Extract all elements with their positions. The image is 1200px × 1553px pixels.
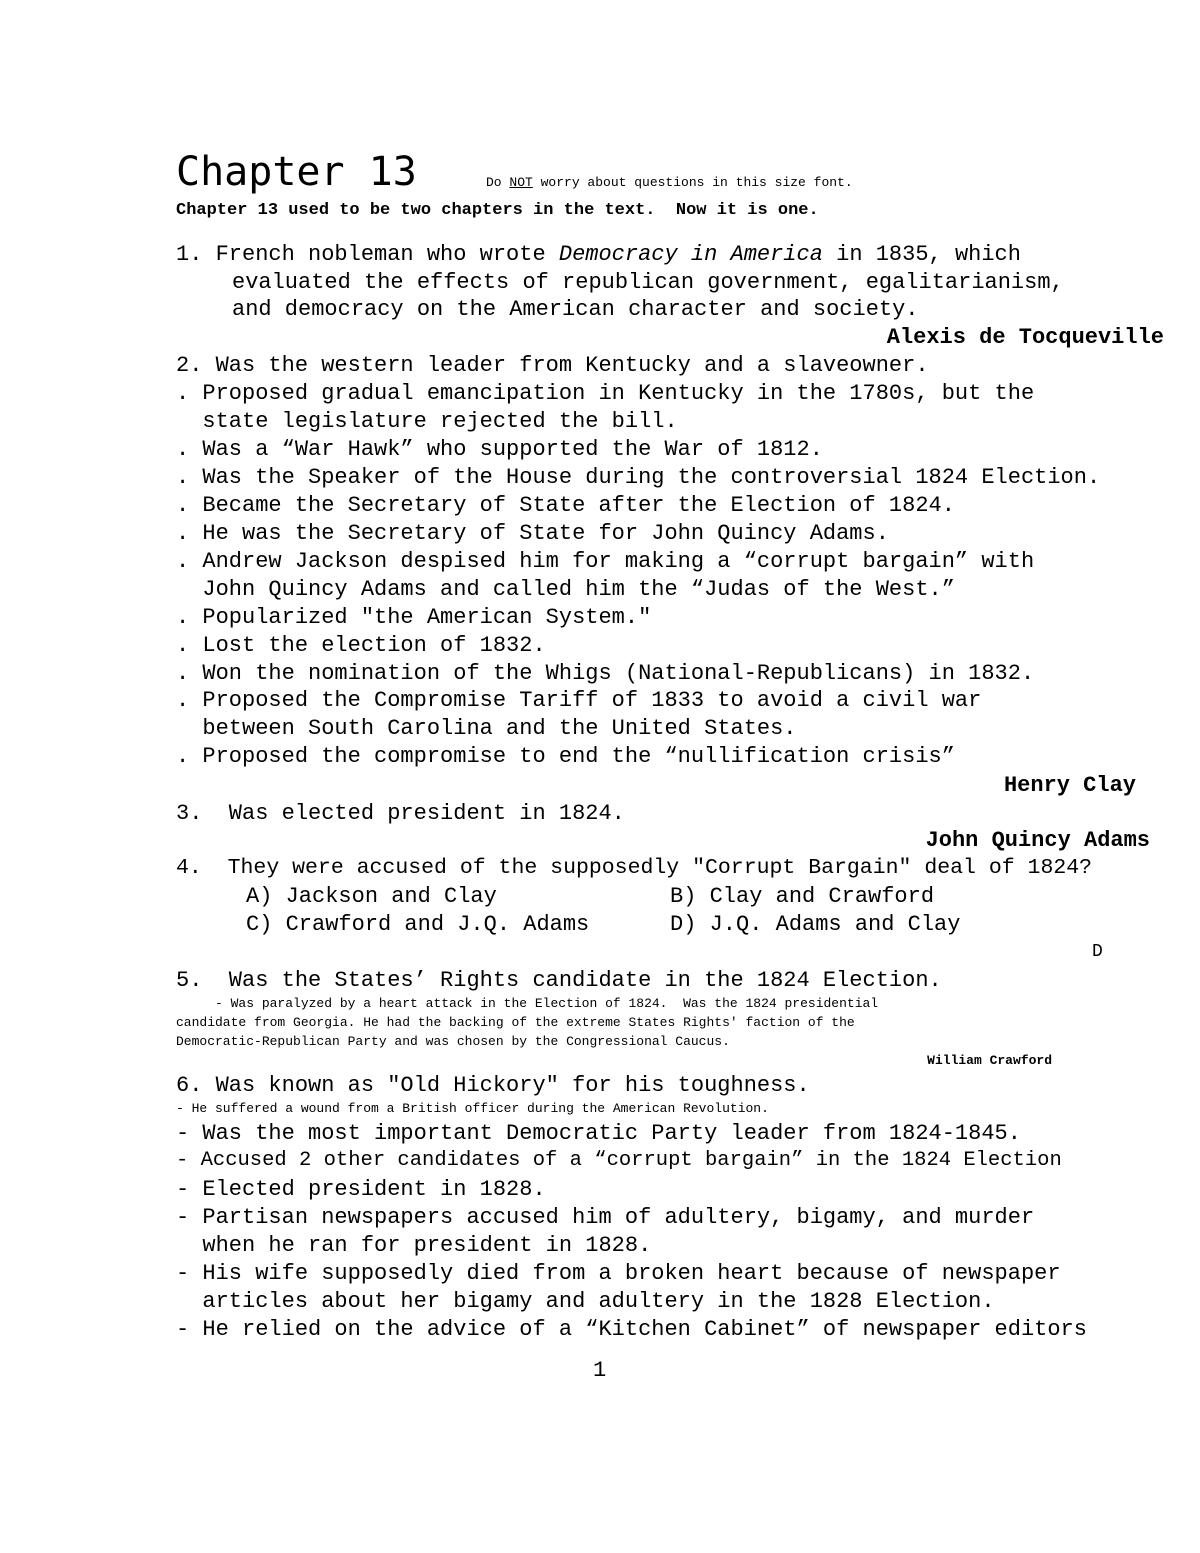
q2-answer: Henry Clay [1003, 773, 1136, 798]
note-prefix: Do [486, 175, 510, 190]
q5-small-line-2: candidate from Georgia. He had the backing of the extreme States Rights' faction of the [176, 1015, 855, 1030]
q2-line: . Was the Speaker of the House during the controversial 1824 Election. [176, 465, 1101, 490]
q2-line: . Was a “War Hawk” who supported the War of 1812. [176, 437, 823, 462]
q6-bullet: - Accused 2 other candidates of a “corrupt bargain” in the 1824 Election [176, 1149, 1062, 1172]
q1-line-1 [176, 244, 1021, 266]
q6-bullet: - He relied on the advice of a “Kitchen Cabinet” of newspaper editors [176, 1317, 1087, 1342]
q2-line: . Popularized "the American System." [176, 605, 652, 630]
q5-small-line-1: - Was paralyzed by a heart attack in the Election of 1824. Was the 1824 presidential [176, 996, 879, 1011]
q6-bullet: articles about her bigamy and adultery in the 1828 Election. [176, 1289, 995, 1314]
q2-line: . Proposed gradual emancipation in Kentucky in the 1780s, but the [176, 381, 1035, 406]
q2-line: 2. Was the western leader from Kentucky and a slaveowner. [176, 353, 929, 378]
q1-line-2: evaluated the effects of republican government, egalitarianism, [232, 270, 1064, 295]
q1-book-title: Democracy in America [558, 242, 823, 267]
q4-answer: D [1092, 942, 1103, 962]
q4-line: 4. They were accused of the supposedly "Corrupt Bargain" deal of 1824? [176, 856, 1093, 880]
font-size-note [486, 176, 853, 189]
q6-small-line-1: - He suffered a wound from a British officer during the American Revolution. [176, 1101, 769, 1116]
q2-line: between South Carolina and the United States. [176, 716, 797, 741]
chapter-subtitle: Chapter 13 used to be two chapters in the text. Now it is one. [176, 201, 819, 220]
q2-line: . He was the Secretary of State for John Quincy Adams. [176, 521, 889, 546]
q2-line: . Proposed the Compromise Tariff of 1833 to avoid a civil war [176, 688, 982, 713]
q6-bullet: - Was the most important Democratic Party leader from 1824-1845. [176, 1121, 1021, 1146]
page-number: 1 [593, 1358, 607, 1383]
q5-line: 5. Was the States’ Rights candidate in the 1824 Election. [176, 968, 942, 993]
q2-line: John Quincy Adams and called him the “Judas of the West.” [176, 577, 955, 602]
note-emphasis: NOT [509, 175, 533, 190]
q2-line: . Proposed the compromise to end the “nullification crisis” [176, 744, 955, 769]
q5-small-line-3: Democratic-Republican Party and was chosen by the Congressional Caucus. [176, 1034, 730, 1049]
q3-answer: John Quincy Adams [925, 828, 1150, 853]
chapter-title: Chapter 13 [176, 149, 417, 195]
q1-text-a: 1. French nobleman who wrote [176, 242, 559, 267]
q4-option-b: B) Clay and Crawford [670, 884, 935, 909]
q4-option-c: C) Crawford and J.Q. Adams [246, 912, 590, 937]
q6-bullet: - Elected president in 1828. [176, 1177, 546, 1202]
q1-text-b: in 1835, which [822, 242, 1021, 267]
q2-line: . Lost the election of 1832. [176, 633, 546, 658]
q1-line-3: and democracy on the American character and society. [232, 297, 919, 322]
q2-line: . Won the nomination of the Whigs (National-Republicans) in 1832. [176, 661, 1035, 686]
q5-answer: William Crawford [927, 1053, 1052, 1068]
q3-line: 3. Was elected president in 1824. [176, 801, 625, 826]
q6-bullet: - His wife supposedly died from a broken heart because of newspaper [176, 1261, 1061, 1286]
q6-bullet: - Partisan newspapers accused him of adultery, bigamy, and murder [176, 1205, 1035, 1230]
q2-line: . Andrew Jackson despised him for making a “corrupt bargain” with [176, 549, 1035, 574]
q2-line: . Became the Secretary of State after the Election of 1824. [176, 493, 955, 518]
q4-option-a: A) Jackson and Clay [246, 884, 497, 909]
q2-line: state legislature rejected the bill. [176, 409, 678, 434]
q6-bullet: when he ran for president in 1828. [176, 1233, 652, 1258]
note-suffix: worry about questions in this size font. [532, 175, 853, 190]
q4-option-d: D) J.Q. Adams and Clay [670, 912, 961, 937]
q6-line: 6. Was known as "Old Hickory" for his toughness. [176, 1073, 810, 1098]
q1-answer: Alexis de Tocqueville [886, 325, 1164, 350]
